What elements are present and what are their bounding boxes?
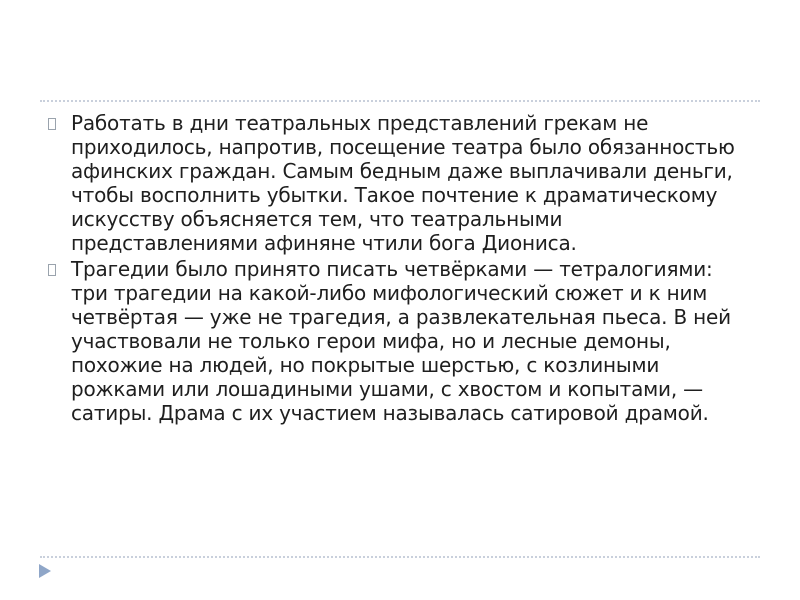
triangle-arrow-icon [38,563,52,579]
top-divider [40,100,760,102]
bullet-item [48,257,748,425]
bullet-text: Работать в дни театральных представлений грекам не приходилось, напротив, посещение театра было обязанностью афинских граждан. Самым бедным даже выплачивали деньги, чтобы восполнить убытки. Такое почтение к драматическому искусству объясняется тем, что театральными представлениями афиняне чтили бога Диониса. [71,111,735,255]
bullet-text: Трагедии было принято писать четвёрками — тетралогиями: три трагедии на какой-либо мифологический сюжет и к ним четвёртая — уже не трагедия, а развлекательная пьеса. В ней участвовали не только герои мифа, но и лесные демоны, похожие на людей, но покрытые шерстью, с козлиными рожками или лошадиными ушами, с хвостом и копытами, — сатиры. Драма с их участием называлась сатировой драмой. [71,257,731,425]
bottom-divider [40,556,760,558]
square-bullet-icon [48,118,56,130]
bullet-item [48,111,748,255]
square-bullet-icon [48,264,56,276]
slide-body [48,111,748,427]
